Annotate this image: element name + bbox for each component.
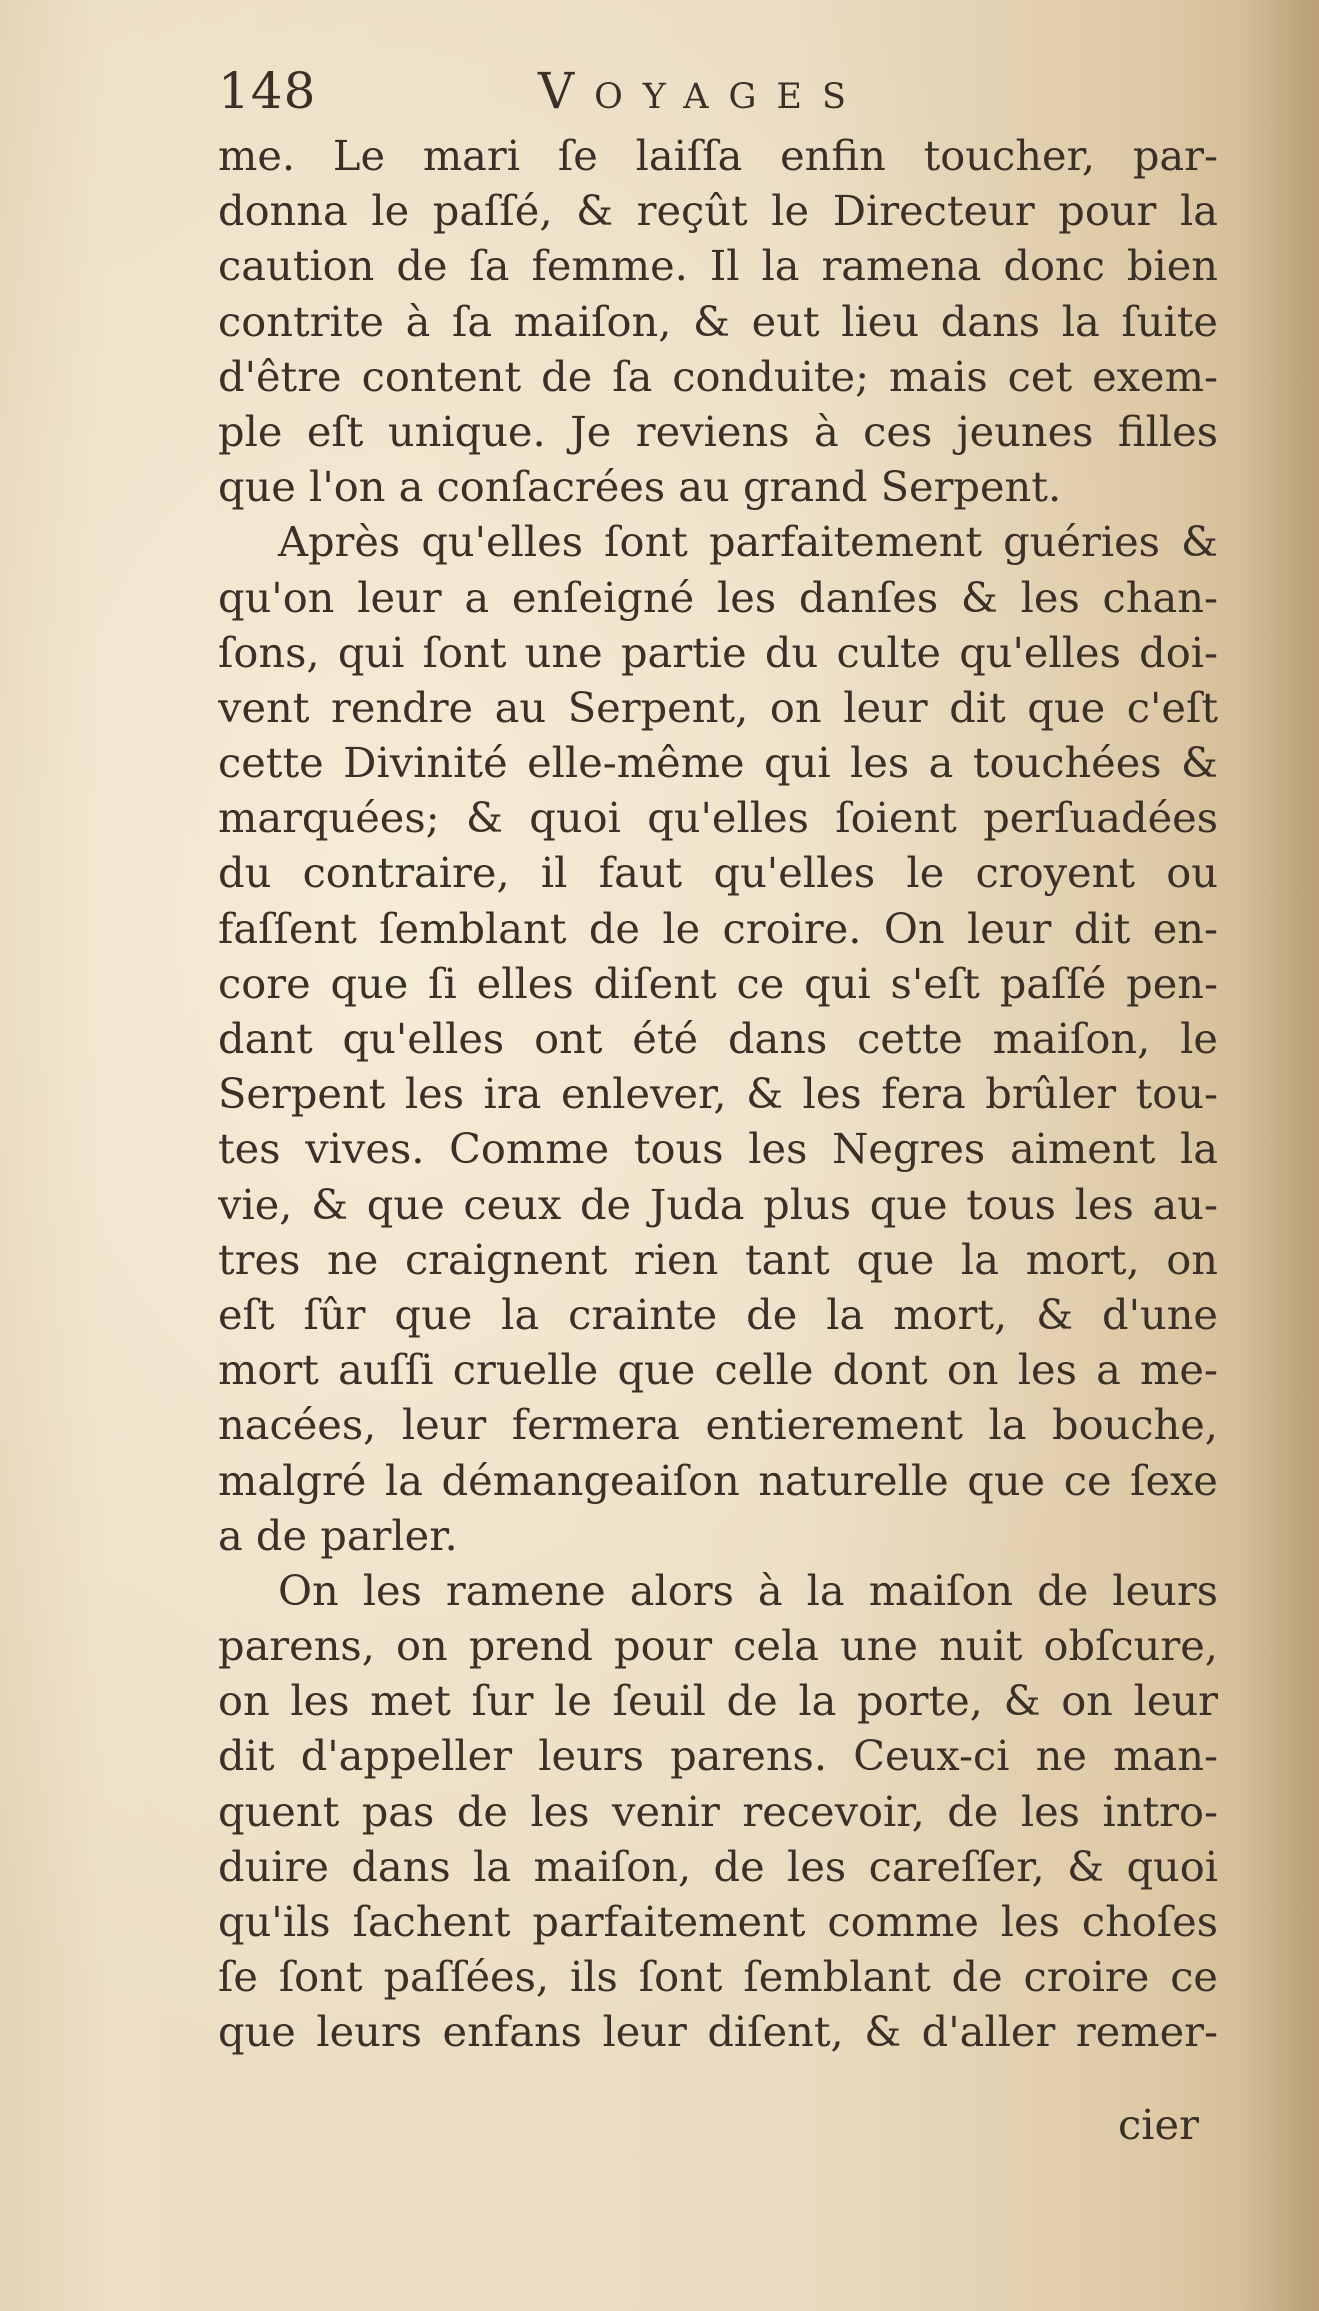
text-line: Après qu'elles ſont parfaitement guéries &: [278, 517, 1218, 567]
text-line: eſt ſûr que la crainte de la mort, & d'une: [218, 1289, 1218, 1339]
text-line: marquées; & quoi qu'elles ſoient perſuadées: [218, 793, 1218, 843]
running-title: Voyages: [538, 62, 866, 120]
text-line: ſons, qui ſont une partie du culte qu'elles doi-: [218, 627, 1218, 677]
page-edge-shadow: [1239, 0, 1319, 2311]
text-line: cette Divinité elle-même qui les a touchées &: [218, 738, 1218, 788]
text-line: donna le paſſé, & reçût le Directeur pour la: [218, 186, 1218, 236]
text-line: vie, & que ceux de Juda plus que tous les au-: [218, 1179, 1218, 1229]
text-line: du contraire, il faut qu'elles le croyent ou: [218, 848, 1218, 898]
text-line: a de parler.: [218, 1510, 458, 1560]
text-line: dant qu'elles ont été dans cette maiſon, le: [218, 1014, 1218, 1063]
text-line: contrite à ſa maiſon, & eut lieu dans la ſuite: [218, 296, 1218, 346]
page-number: 148: [218, 62, 317, 120]
text-line: mort auſſi cruelle que celle dont on les a me-: [218, 1345, 1218, 1395]
text-line: d'être content de ſa conduite; mais cet exem-: [218, 351, 1218, 401]
page-header: [218, 62, 1248, 132]
text-line: tes vives. Comme tous les Negres aiment la: [218, 1124, 1218, 1174]
text-line: vent rendre au Serpent, on leur dit que c'eſt: [218, 682, 1218, 732]
text-line: on les met ſur le ſeuil de la porte, & on leur: [218, 1676, 1218, 1726]
text-line: caution de ſa femme. Il la ramena donc bien: [218, 241, 1218, 291]
text-line: qu'ils ſachent parfaitement comme les choſes: [218, 1897, 1218, 1946]
text-line: parens, on prend pour cela une nuit obſcure,: [218, 1621, 1218, 1671]
text-line: quent pas de les venir recevoir, de les intro-: [218, 1786, 1218, 1836]
text-line: ſe ſont paſſées, ils ſont ſemblant de croire ce: [218, 1952, 1218, 2002]
text-line: que l'on a conſacrées au grand Serpent.: [218, 462, 1062, 512]
text-line: que leurs enfans leur diſent, & d'aller remer-: [218, 2007, 1218, 2057]
text-line: tres ne craignent rien tant que la mort, on: [218, 1234, 1218, 1284]
text-line: Serpent les ira enlever, & les fera brûler tou-: [218, 1069, 1218, 1119]
text-line: me. Le mari ſe laiſſa enfin toucher, par-: [218, 131, 1218, 180]
body-text: [218, 128, 1218, 2060]
text-line: ple eſt unique. Je reviens à ces jeunes filles: [218, 406, 1218, 456]
text-line: faſſent ſemblant de le croire. On leur dit en-: [218, 903, 1218, 953]
text-line: nacées, leur fermera entierement la bouche,: [218, 1400, 1218, 1450]
catchword: cier: [1118, 2100, 1199, 2149]
text-line: qu'on leur a enſeigné les danſes & les chan-: [218, 572, 1218, 622]
text-line: core que ſi elles diſent ce qui s'eſt paſſé pen-: [218, 958, 1218, 1008]
text-line: duire dans la maiſon, de les careſſer, & quoi: [218, 1841, 1218, 1891]
text-line: malgré la démangeaiſon naturelle que ce ſexe: [218, 1455, 1218, 1505]
text-line: On les ramene alors à la maiſon de leurs: [278, 1565, 1218, 1615]
text-line: dit d'appeller leurs parens. Ceux-ci ne man-: [218, 1731, 1218, 1781]
